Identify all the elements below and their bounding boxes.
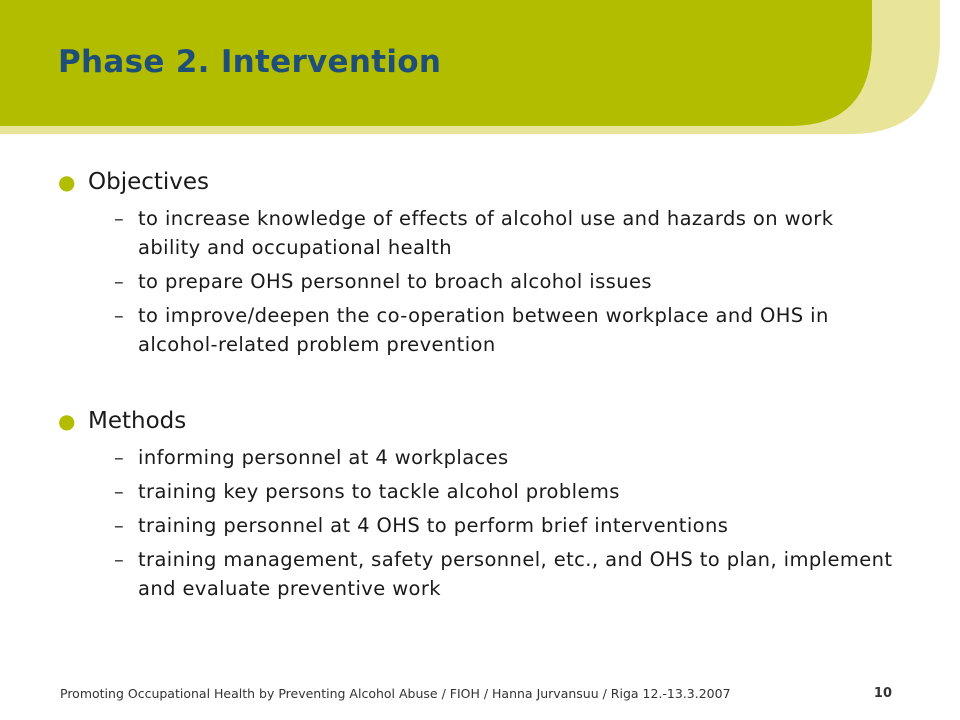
dash-icon: – xyxy=(114,207,125,230)
bullet-icon: ● xyxy=(58,409,76,433)
section-heading: Methods xyxy=(88,408,187,434)
list-item: – to improve/deepen the co-operation between workplace and OHS in alcohol-related problem prevention xyxy=(58,301,898,359)
objectives-list xyxy=(58,204,898,359)
slide-content xyxy=(58,166,898,608)
footer-text: Promoting Occupational Health by Preventing Alcohol Abuse / FIOH / Hanna Jurvansuu / Riga 12.-13.3.2007 xyxy=(60,686,731,701)
section-methods xyxy=(58,405,898,603)
list-item: – to prepare OHS personnel to broach alcohol issues xyxy=(58,267,898,296)
dash-icon: – xyxy=(114,270,125,293)
section-objectives xyxy=(58,166,898,359)
methods-list xyxy=(58,443,898,603)
slide-footer xyxy=(60,686,892,701)
bullet-icon: ● xyxy=(58,170,76,194)
dash-icon: – xyxy=(114,446,125,469)
list-item: – to increase knowledge of effects of alcohol use and hazards on work ability and occupational health xyxy=(58,204,898,262)
list-item: – training management, safety personnel, etc., and OHS to plan, implement and evaluate preventive work xyxy=(58,545,898,603)
slide-title: Phase 2. Intervention xyxy=(58,44,442,80)
section-heading: Objectives xyxy=(88,169,210,195)
dash-icon: – xyxy=(114,514,125,537)
dash-icon: – xyxy=(114,480,125,503)
list-item: – informing personnel at 4 workplaces xyxy=(58,443,898,472)
dash-icon: – xyxy=(114,304,125,327)
page-number: 10 xyxy=(873,686,892,701)
list-item: – training personnel at 4 OHS to perform brief interventions xyxy=(58,511,898,540)
dash-icon: – xyxy=(114,548,125,571)
list-item: – training key persons to tackle alcohol problems xyxy=(58,477,898,506)
